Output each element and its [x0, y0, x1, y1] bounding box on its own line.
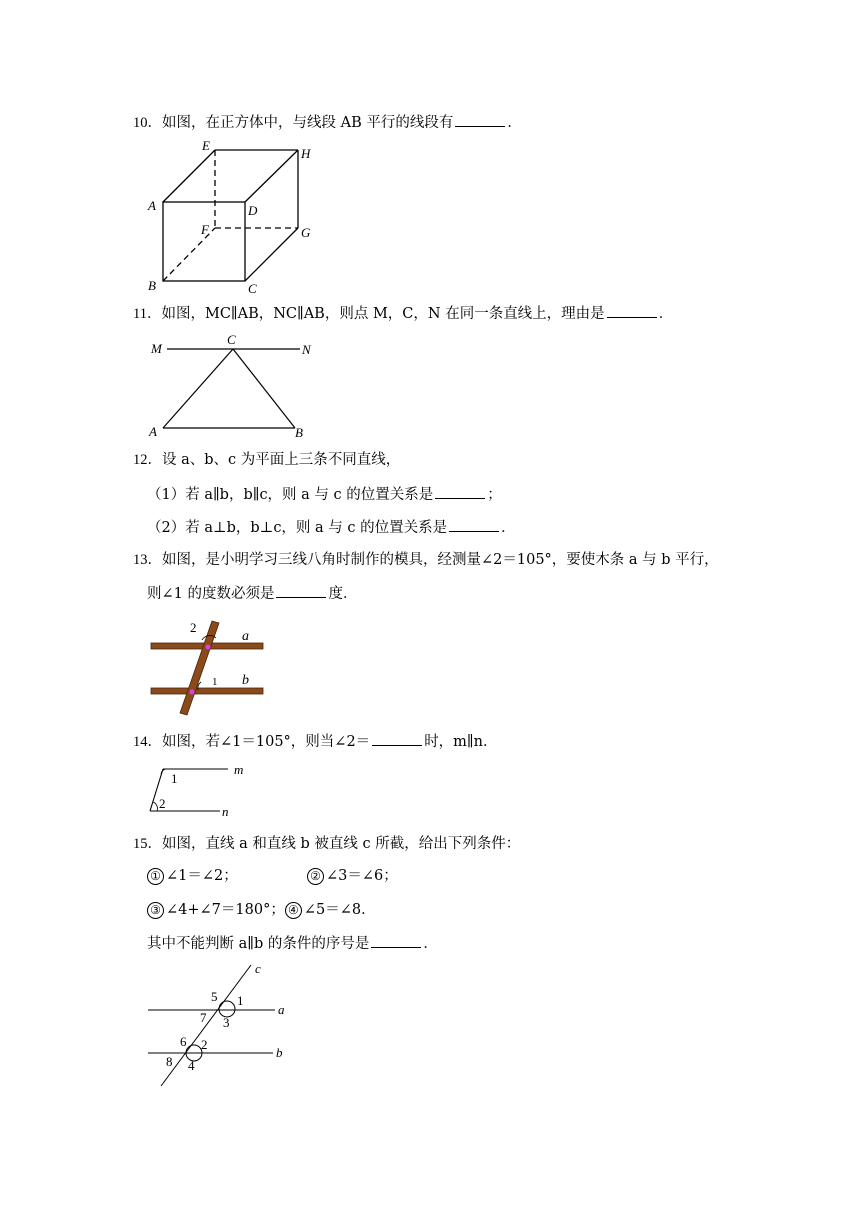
tr-label-4: 4	[188, 1058, 195, 1073]
q15-stem: 15．如图，直线 a 和直线 b 被直线 c 所截，给出下列条件：	[133, 836, 521, 852]
q15-stem-2: 其中不能判断 a∥b 的条件的序号是 ．	[147, 933, 438, 954]
q15-conditions-3-4: ③ ∠4+∠7＝180°； ④ ∠5＝∠8．	[147, 900, 376, 920]
wood-label-a: a	[242, 629, 249, 644]
tr-label-8: 8	[166, 1054, 173, 1069]
triangle-figure	[145, 332, 325, 440]
tr-label-5: 5	[211, 989, 218, 1004]
tr-label-a: a	[278, 1002, 285, 1017]
q13-stem: 13．如图，是小明学习三线八角时制作的模具，经测量∠2＝105°，要使木条 a 与 b 平行，	[133, 552, 719, 568]
cube-label-a: A	[148, 198, 156, 213]
cube-label-b: B	[148, 278, 156, 293]
cube-label-f: F	[201, 222, 209, 237]
q14-stem: 14．如图，若∠1＝105°，则当∠2＝ 时，m∥n．	[133, 731, 497, 752]
tri-label-m: M	[151, 341, 162, 356]
tr-label-b: b	[276, 1045, 283, 1060]
q15-answer-blank[interactable]	[371, 933, 421, 948]
q10-answer-blank[interactable]	[455, 112, 505, 127]
cube-label-g: G	[301, 225, 311, 240]
q15-condition-2: ② ∠3＝∠6；	[307, 866, 398, 886]
tri-label-b: B	[295, 425, 303, 440]
cube-label-d: D	[248, 203, 258, 218]
q15-condition-1: ① ∠1＝∠2；	[147, 866, 238, 886]
tr-label-c: c	[255, 961, 261, 976]
transversal-figure	[145, 962, 305, 1092]
q13-answer-blank[interactable]	[276, 583, 326, 598]
q12-stem: 12．设 a、b、c 为平面上三条不同直线，	[133, 452, 401, 468]
q12-answer-blank-1[interactable]	[435, 484, 485, 499]
tr-label-1: 1	[237, 993, 244, 1008]
wood-label-1: 1	[212, 676, 218, 688]
parallel-m-n-figure	[146, 760, 256, 820]
q11-stem: 11．如图，MC∥AB，NC∥AB，则点 M，C，N 在同一条直线上，理由是 ．	[133, 303, 673, 324]
cube-label-h: H	[301, 146, 311, 161]
q12-part2: （2）若 a⊥b，b⊥c，则 a 与 c 的位置关系是 ．	[147, 517, 516, 538]
tr-label-2: 2	[201, 1037, 208, 1052]
tri-label-n: N	[302, 342, 311, 357]
wood-label-2: 2	[190, 620, 197, 635]
cube-label-e: E	[202, 138, 210, 153]
q12-answer-blank-2[interactable]	[449, 517, 499, 532]
mn-label-1: 1	[171, 771, 178, 786]
cube-figure	[140, 138, 340, 298]
wood-label-b: b	[242, 673, 249, 688]
wood-model-figure	[150, 618, 280, 718]
mn-label-n: n	[222, 804, 229, 819]
tr-label-3: 3	[223, 1015, 230, 1030]
q14-answer-blank[interactable]	[372, 731, 422, 746]
mn-label-m: m	[234, 762, 244, 777]
tr-label-6: 6	[180, 1034, 187, 1049]
q10-stem: 10．如图，在正方体中，与线段 AB 平行的线段有 ．	[133, 112, 522, 133]
cube-label-c: C	[248, 281, 257, 296]
q12-part1: （1）若 a∥b，b∥c，则 a 与 c 的位置关系是 ；	[147, 484, 502, 505]
q13-stem-2: 则∠1 的度数必须是 度．	[147, 583, 357, 604]
mn-label-2: 2	[159, 796, 166, 811]
tri-label-a: A	[149, 424, 157, 439]
q11-answer-blank[interactable]	[607, 303, 657, 318]
tri-label-c: C	[227, 332, 236, 347]
tr-label-7: 7	[200, 1010, 207, 1025]
